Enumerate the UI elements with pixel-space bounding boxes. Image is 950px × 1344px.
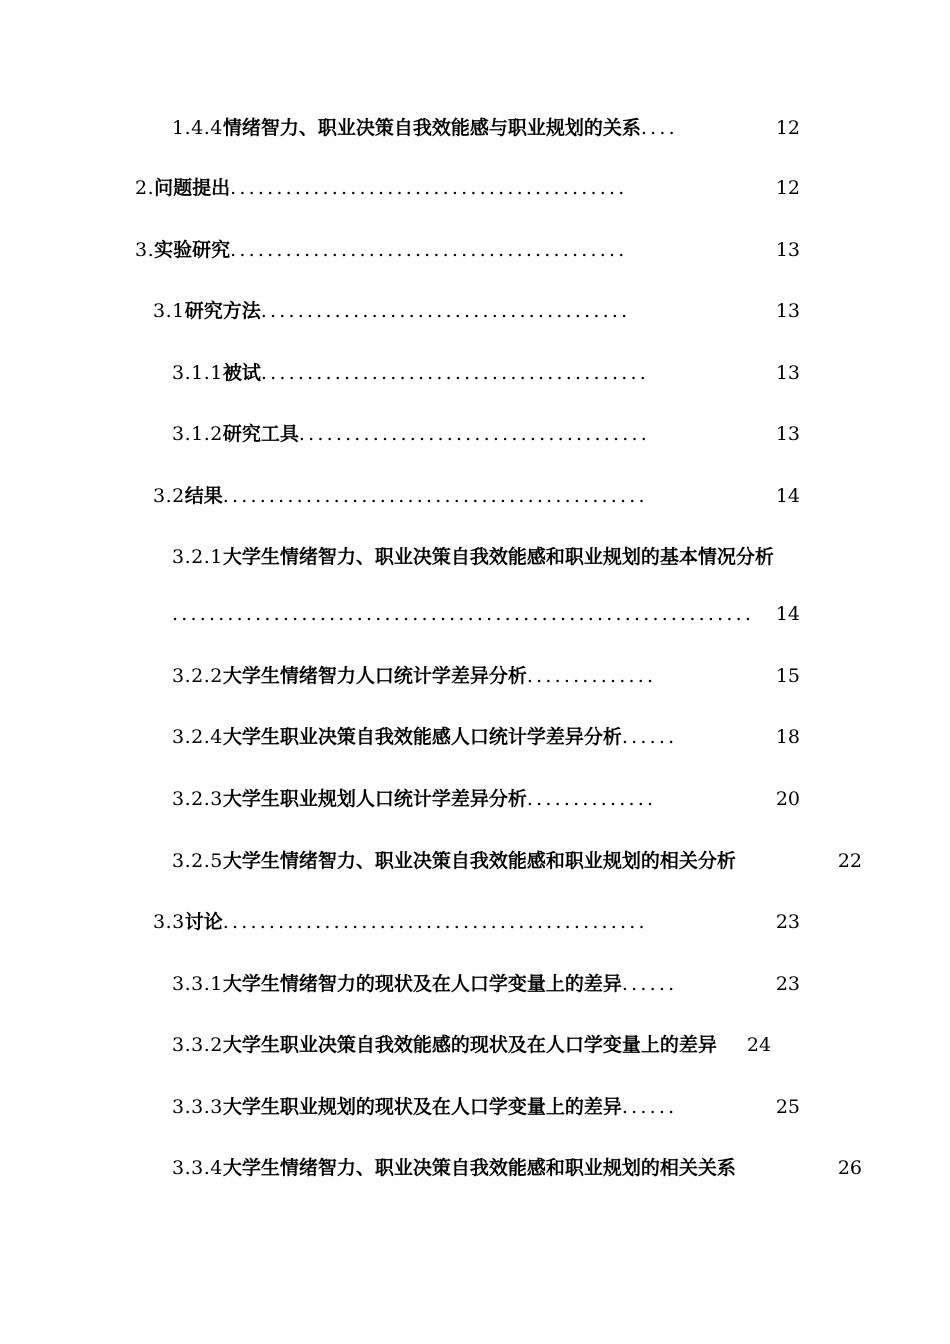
toc-title: 大学生职业决策自我效能感的现状及在人口学变量上的差异 xyxy=(222,1034,717,1056)
toc-leader-dots: .............................................. xyxy=(222,485,648,507)
toc-page-number: 22 xyxy=(837,850,862,872)
toc-page-number: 13 xyxy=(775,239,800,261)
toc-number: 3.3.2 xyxy=(172,1034,223,1056)
toc-number: 3.3 xyxy=(153,911,185,933)
toc-number: 3.2 xyxy=(153,485,185,507)
toc-entry[interactable] xyxy=(0,660,950,692)
toc-number: 3.2.5 xyxy=(172,850,223,872)
toc-leader-dots: .............. xyxy=(526,788,657,810)
toc-number: 3.3.4 xyxy=(172,1157,223,1179)
toc-number: 3.1.2 xyxy=(172,423,223,445)
toc-number: 3.2.3 xyxy=(172,788,223,810)
toc-title: 结果 xyxy=(184,485,223,507)
toc-leader-dots: .............................................. xyxy=(222,911,648,933)
toc-title: 情绪智力、职业决策自我效能感与职业规划的关系 xyxy=(222,117,641,139)
toc-page-number: 14 xyxy=(775,485,800,507)
toc-page-number: 26 xyxy=(837,1157,862,1179)
toc-title: 大学生职业决策自我效能感人口统计学差异分析 xyxy=(222,726,622,748)
toc-title: 大学生情绪智力、职业决策自我效能感和职业规划的基本情况分析 xyxy=(222,546,774,568)
toc-leader-dots: ...... xyxy=(621,1096,678,1118)
toc-page-number: 23 xyxy=(775,973,800,995)
toc-title: 大学生情绪智力的现状及在人口学变量上的差异 xyxy=(222,973,622,995)
toc-entry[interactable] xyxy=(0,172,950,204)
toc-page-number: 24 xyxy=(746,1034,772,1056)
toc-entry[interactable] xyxy=(0,783,950,815)
toc-number: 3.2.1 xyxy=(172,546,223,568)
toc-entry[interactable] xyxy=(0,1029,950,1061)
toc-leader-dots: ...... xyxy=(621,726,678,748)
toc-title: 问题提出 xyxy=(154,177,231,199)
toc-entry[interactable] xyxy=(0,968,950,1000)
toc-number: 3.3.3 xyxy=(172,1096,223,1118)
toc-leader-dots: ...... xyxy=(621,973,678,995)
toc-number: 2. xyxy=(135,177,155,199)
toc-title: 大学生情绪智力、职业决策自我效能感和职业规划的相关分析 xyxy=(222,850,736,872)
toc-leader-dots: ........................................ xyxy=(260,300,631,322)
toc-title: 研究工具 xyxy=(222,423,299,445)
toc-title: 研究方法 xyxy=(184,300,261,322)
toc-entry[interactable] xyxy=(0,845,950,877)
toc-title: 实验研究 xyxy=(154,239,231,261)
toc-entry[interactable] xyxy=(0,721,950,753)
toc-number: 3.2.2 xyxy=(172,665,223,687)
toc-number: 3.3.1 xyxy=(172,973,223,995)
toc-title: 被试 xyxy=(222,362,261,384)
toc-title: 大学生职业规划人口统计学差异分析 xyxy=(222,788,527,810)
toc-title: 大学生情绪智力人口统计学差异分析 xyxy=(222,665,527,687)
toc-page-number: 12 xyxy=(775,177,800,199)
toc-number: 3.1.1 xyxy=(172,362,223,384)
toc-title: 讨论 xyxy=(184,911,223,933)
toc-leader-dots: ...................................... xyxy=(298,423,650,445)
toc-entry[interactable] xyxy=(0,1152,950,1184)
toc-leader-dots: ........................................... xyxy=(230,239,628,261)
toc-leader-dots: ........................................... xyxy=(230,177,628,199)
toc-page-number: 18 xyxy=(775,726,800,748)
toc-entry[interactable] xyxy=(0,112,950,144)
toc-page-number: 25 xyxy=(775,1096,800,1118)
toc-entry[interactable] xyxy=(0,234,950,266)
toc-title: 大学生情绪智力、职业决策自我效能感和职业规划的相关关系 xyxy=(222,1157,736,1179)
toc-page-number: 13 xyxy=(775,423,800,445)
toc-leader-dots: .............. xyxy=(526,665,657,687)
toc-entry[interactable] xyxy=(0,598,950,630)
toc-leader-dots: .......................................... xyxy=(260,362,649,384)
toc-page-number: 15 xyxy=(775,665,800,687)
toc-number: 1.4.4 xyxy=(172,117,223,139)
toc-number: 3. xyxy=(135,239,155,261)
toc-entry[interactable] xyxy=(0,418,950,450)
toc-entry[interactable] xyxy=(0,1091,950,1123)
toc-page-number: 23 xyxy=(775,911,800,933)
toc-number: 3.2.4 xyxy=(172,726,223,748)
toc-entry[interactable] xyxy=(0,906,950,938)
toc-page-number: 13 xyxy=(775,300,800,322)
toc-leader-dots: .... xyxy=(640,117,678,139)
toc-number: 3.1 xyxy=(153,300,185,322)
toc-page-number: 14 xyxy=(775,603,800,625)
toc-page-number: 20 xyxy=(775,788,800,810)
toc-entry[interactable] xyxy=(0,357,950,389)
toc-page-number: 12 xyxy=(775,117,800,139)
toc-title: 大学生职业规划的现状及在人口学变量上的差异 xyxy=(222,1096,622,1118)
toc-leader-dots: ............................................................... xyxy=(172,603,755,625)
toc-entry[interactable] xyxy=(0,480,950,512)
toc-entry[interactable] xyxy=(0,295,950,327)
toc-entry[interactable] xyxy=(0,541,950,573)
toc-page-number: 13 xyxy=(775,362,800,384)
